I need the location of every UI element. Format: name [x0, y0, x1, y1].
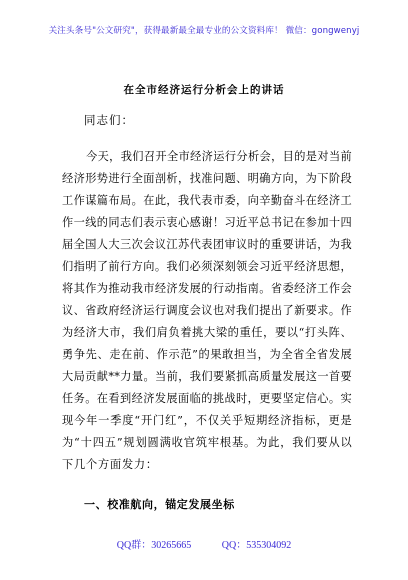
footer: [0, 536, 408, 551]
page-title: 在全市经济运行分析会上的讲话: [123, 84, 285, 96]
paragraph-line: 工作谋篇布局。在此，我代表市委，向辛勤奋斗在经济工: [62, 194, 352, 207]
paragraph-line: 现今年一季度“开门红”，不仅关乎短期经济指标，更是: [62, 414, 352, 427]
footer-qq: QQ：535304092: [221, 540, 292, 551]
footer-qq-group: QQ群：30265665: [116, 540, 192, 551]
paragraph-line: 届全国人大三次会议江苏代表团审议时的重要讲话，为我: [62, 238, 352, 251]
paragraph-line: 大局贡献**力量。当前，我们要紧抓高质量发展这一首要: [62, 370, 352, 383]
paragraph-line: 们指明了前行方向。我们必须深刻领会习近平经济思想，: [62, 260, 352, 273]
paragraph-line: 今天，我们召开全市经济运行分析会，目的是对当前: [86, 150, 352, 163]
paragraph-line: 下几个方面发力：: [62, 458, 158, 471]
section-heading: 一、校准航向，锚定发展坐标: [84, 498, 235, 511]
paragraph-line: 为经济大市，我们肩负着挑大梁的重任，要以“打头阵、: [62, 326, 352, 339]
paragraph-line: 任务。在看到经济发展面临的挑战时，更要坚定信心。实: [62, 392, 352, 405]
paragraph-line: 将其作为推动我市经济发展的行动指南。省委经济工作会: [62, 282, 352, 295]
body-paragraph: [62, 146, 352, 476]
salutation: 同志们：: [84, 113, 134, 127]
paragraph-line: 勇争先、走在前、作示范”的果敢担当，为全省全省发展: [62, 348, 352, 361]
paragraph-line: 为“十四五”规划圆满收官筑牢根基。为此，我们要从以: [62, 436, 352, 449]
paragraph-line: 作一线的同志们表示衷心感谢！习近平总书记在参加十四: [62, 216, 352, 229]
paragraph-line: 经济形势进行全面剖析，找准问题、明确方向，为下阶段: [62, 172, 352, 185]
top-banner: 关注头条号"公文研究"，获得最新最全最专业的公文资料库！ 微信：gongwenyj: [48, 26, 360, 36]
paragraph-line: 议、省政府经济运行调度会议也对我们提出了新要求。作: [62, 304, 352, 317]
